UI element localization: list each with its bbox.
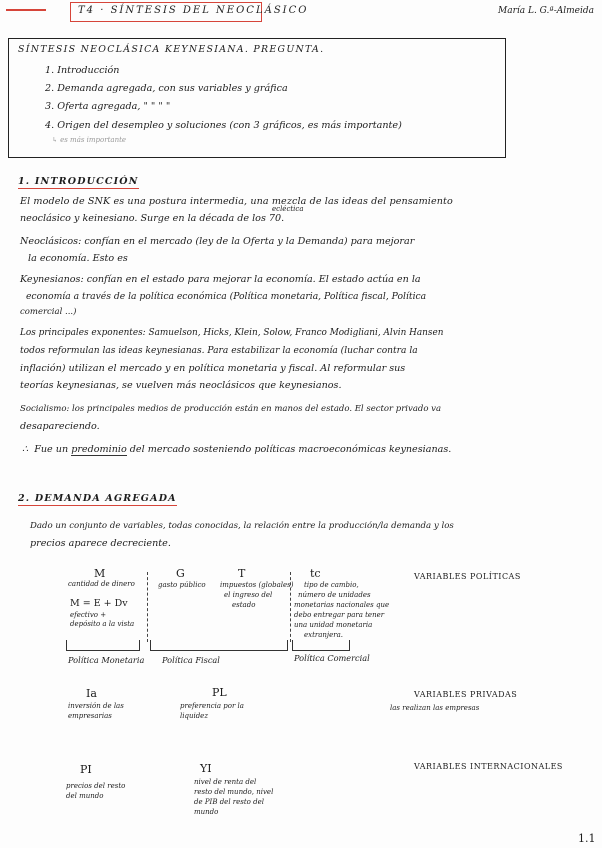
var-T-desc: impuestos (globales): [220, 581, 294, 589]
var-T-desc: estado: [232, 601, 256, 609]
intro-line: Neoclásicos: confían en el mercado (ley de la Oferta y la Demanda) para mejorar: [20, 236, 415, 247]
page-number: 1.1: [578, 832, 596, 845]
intro-line: todos reformulan las ideas keynesianas. Para estabilizar la economía (luchar contra la: [20, 346, 418, 356]
var-M-formula: M = E + Dv: [70, 598, 128, 609]
var-YI-desc: nivel de renta del: [194, 778, 257, 786]
intro-line: la economía. Esto es: [28, 253, 128, 264]
var-M-sub: depósito a la vista: [70, 620, 135, 628]
var-YI-desc: mundo: [194, 808, 219, 816]
intro-line: teorías keynesianas, se vuelven más neoclásicos que keynesianos.: [20, 380, 342, 391]
var-PI-desc: del mundo: [66, 792, 104, 800]
intro-line: Socialismo: los principales medios de producción están en manos del estado. El sector privado va: [20, 404, 442, 414]
var-tc-desc: extranjera.: [304, 631, 343, 639]
var-PI-desc: precios del resto: [66, 782, 126, 790]
conclusion-prefix: Fue un: [34, 444, 69, 455]
var-YI-symbol: YI: [200, 762, 212, 775]
section1-heading: 1. INTRODUCCIÓN: [18, 176, 139, 187]
intro-line: Los principales exponentes: Samuelson, Hicks, Klein, Solow, Franco Modigliani, Alvin Hansen: [20, 328, 444, 338]
private-variables-title: VARIABLES PRIVADAS: [414, 690, 518, 699]
outline-item: 3. Oferta agregada, " " " ": [45, 101, 171, 112]
var-Ia-desc: inversión de las: [68, 702, 124, 710]
var-M-sub: efectivo +: [70, 611, 107, 619]
private-variables-note: las realizan las empresas: [390, 704, 480, 712]
var-M-symbol: M: [94, 567, 106, 580]
label-fiscal: Política Fiscal: [162, 655, 220, 665]
var-G-symbol: G: [176, 567, 185, 580]
intro-line: comercial ...): [20, 307, 77, 317]
var-PI-symbol: PI: [80, 763, 92, 776]
intro-line: inflación) utilizan el mercado y en política monetaria y fiscal. Al reformular sus: [20, 363, 406, 374]
eclectic-annotation: ecléctica: [272, 205, 304, 213]
var-YI-desc: de PIB del resto del: [194, 798, 264, 806]
label-monetary: Política Monetaria: [68, 655, 145, 665]
var-YI-desc: resto del mundo, nivel: [194, 788, 274, 796]
var-PL-desc: preferencia por la: [180, 702, 244, 710]
intro-line: Keynesianos: confían en el estado para mejorar la economía. El estado actúa en la: [20, 274, 421, 285]
bracket-monetary: [66, 640, 140, 651]
var-T-desc: el ingreso del: [224, 591, 273, 599]
divider: [147, 572, 148, 642]
intro-line: desapareciendo.: [20, 421, 100, 432]
da-intro-line: precios aparece decreciente.: [30, 538, 171, 549]
conclusion-suffix: del mercado sosteniendo políticas macroeconómicas keynesianas.: [129, 444, 452, 455]
outline-note: ↳ es más importante: [52, 136, 127, 144]
policy-variables-title: VARIABLES POLÍTICAS: [414, 572, 521, 581]
bracket-fiscal: [150, 640, 288, 651]
var-Ia-symbol: Ia: [86, 687, 97, 700]
outline-heading: SÍNTESIS NEOCLÁSICA KEYNESIANA. PREGUNTA.: [18, 44, 325, 55]
section2-heading: 2. DEMANDA AGREGADA: [18, 493, 177, 504]
page-title: T4 · SÍNTESIS DEL NEOCLÁSICO: [78, 5, 309, 16]
outline-item: 1. Introducción: [45, 65, 120, 76]
var-tc-desc: debo entregar para tener: [294, 611, 385, 619]
var-tc-desc: tipo de cambio,: [304, 581, 359, 589]
intro-line: El modelo de SNK es una postura intermedia, una mezcla de las ideas del pensamiento: [20, 196, 453, 207]
var-Ia-desc: empresarias: [68, 712, 112, 720]
var-tc-desc: una unidad monetaria: [294, 621, 373, 629]
var-M-desc: cantidad de dinero: [68, 580, 135, 588]
international-variables-title: VARIABLES INTERNACIONALES: [414, 762, 563, 771]
author-name: María L. G.ª-Almeida: [498, 6, 594, 16]
var-PL-desc: liquidez: [180, 712, 209, 720]
label-commercial: Política Comercial: [294, 653, 370, 663]
intro-line: neoclásico y keinesiano. Surge en la década de los 70.: [20, 213, 285, 224]
outline-item: 4. Origen del desempleo y soluciones (con 3 gráficos, es más importante): [45, 120, 402, 131]
var-tc-symbol: tc: [310, 567, 321, 580]
therefore-mark: ∴: [22, 444, 29, 455]
header-rule: [6, 9, 46, 11]
intro-line: economía a través de la política económica (Política monetaria, Política fiscal, Política: [26, 291, 427, 302]
var-PL-symbol: PL: [212, 686, 227, 699]
divider: [290, 572, 291, 642]
var-T-symbol: T: [238, 567, 246, 580]
conclusion-keyword: predominio: [71, 444, 127, 455]
bracket-commercial: [292, 640, 350, 651]
var-tc-desc: número de unidades: [298, 591, 371, 599]
var-G-desc: gasto público: [158, 581, 206, 589]
var-tc-desc: monetarias nacionales que: [294, 601, 390, 609]
outline-item: 2. Demanda agregada, con sus variables y gráfica: [45, 83, 288, 94]
da-intro-line: Dado un conjunto de variables, todas conocidas, la relación entre la producción/la demanda y los: [30, 521, 454, 531]
conclusion-line: [22, 444, 451, 455]
